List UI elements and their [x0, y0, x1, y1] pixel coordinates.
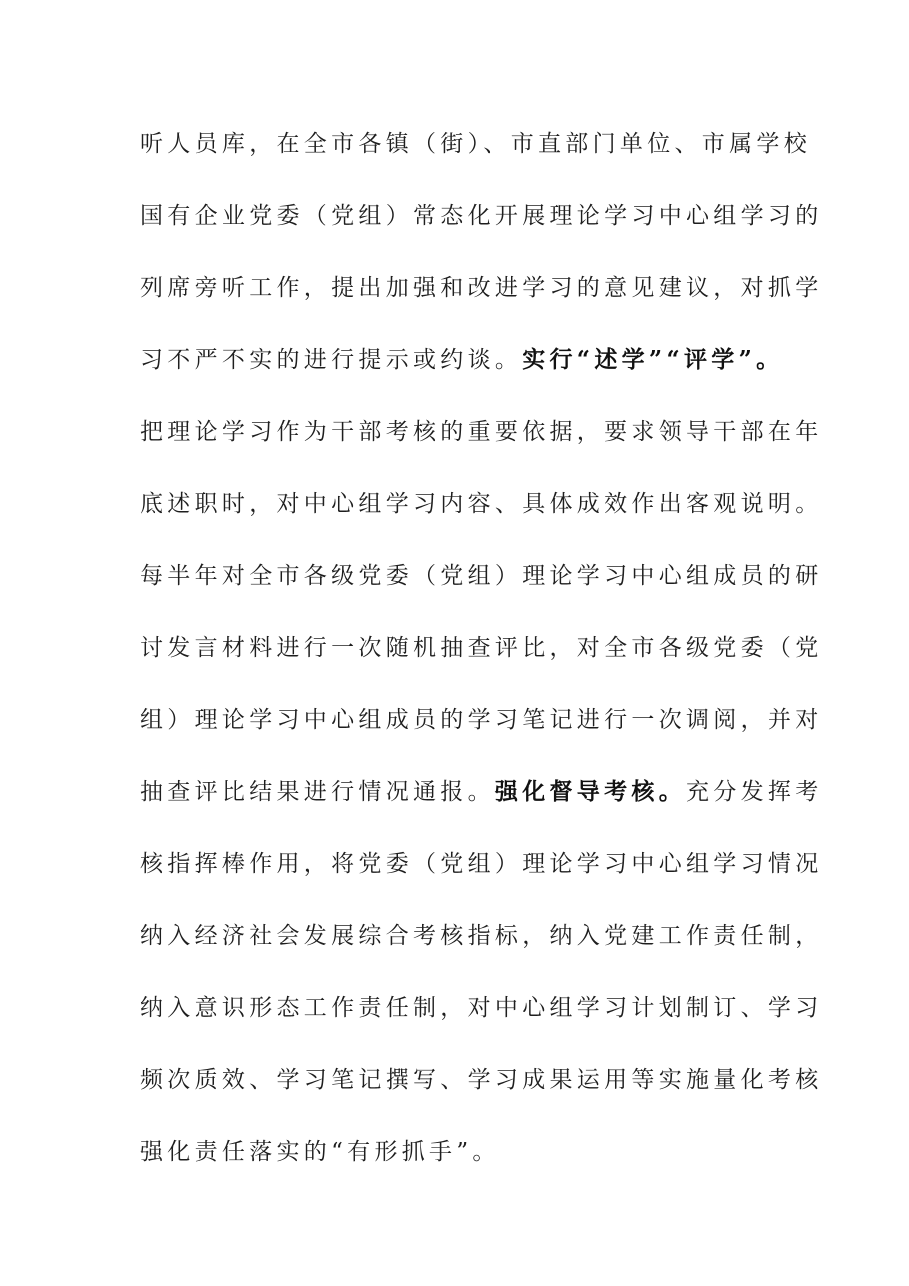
text-run: 讨发言材料进行一次随机抽查评比，对全市各级党委（党: [140, 635, 823, 661]
text-line: [140, 698, 823, 770]
text-line: [140, 482, 823, 554]
text-run: 每半年对全市各级党委（党组）理论学习中心组成员的研: [140, 563, 823, 589]
text-line: [140, 1130, 780, 1202]
text-run: 把理论学习作为干部考核的重要依据，要求领导干部在年: [140, 419, 823, 445]
text-run: 习不严不实的进行提示或约谈。: [140, 347, 523, 373]
text-line: [140, 554, 823, 626]
text-line: [140, 338, 784, 410]
text-run: 纳入意识形态工作责任制，对中心组学习计划制订、学习: [140, 995, 823, 1021]
text-run: 听人员库，在全市各镇（街）、市直部门单位、市属学校: [140, 131, 811, 157]
text-run: 列席旁听工作，提出加强和改进学习的意见建议，对抓学: [140, 275, 823, 301]
text-run: 强化责任落实的“有形抓手”。: [140, 1139, 500, 1165]
text-run: 底述职时，对中心组学习内容、具体成效作出客观说明。: [140, 491, 823, 517]
text-line: [140, 266, 823, 338]
text-line: [140, 626, 823, 698]
bold-heading-shixing-shuxue-pingxue: 实行“述学”“评学”。: [522, 346, 784, 373]
text-line: [140, 770, 823, 842]
text-line: [140, 986, 823, 1058]
text-run: 充分发挥考: [686, 779, 823, 805]
text-run: 频次质效、学习笔记撰写、学习成果运用等实施量化考核: [140, 1067, 823, 1093]
text-line: [140, 1058, 823, 1130]
text-line: [140, 410, 823, 482]
text-line: [140, 194, 823, 266]
text-line: [140, 122, 811, 194]
text-run: 国有企业党委（党组）常态化开展理论学习中心组学习的: [140, 203, 823, 229]
text-run: 纳入经济社会发展综合考核指标，纳入党建工作责任制，: [140, 923, 823, 949]
bold-heading-qianghua-dudao-kaohe: 强化督导考核。: [494, 778, 687, 805]
text-line: [140, 914, 823, 986]
text-run: 组）理论学习中心组成员的学习笔记进行一次调阅，并对: [140, 707, 823, 733]
text-run: 核指挥棒作用，将党委（党组）理论学习中心组学习情况: [140, 851, 823, 877]
body-text: [140, 122, 823, 1202]
text-run: 抽查评比结果进行情况通报。: [140, 779, 495, 805]
text-line: [140, 842, 823, 914]
